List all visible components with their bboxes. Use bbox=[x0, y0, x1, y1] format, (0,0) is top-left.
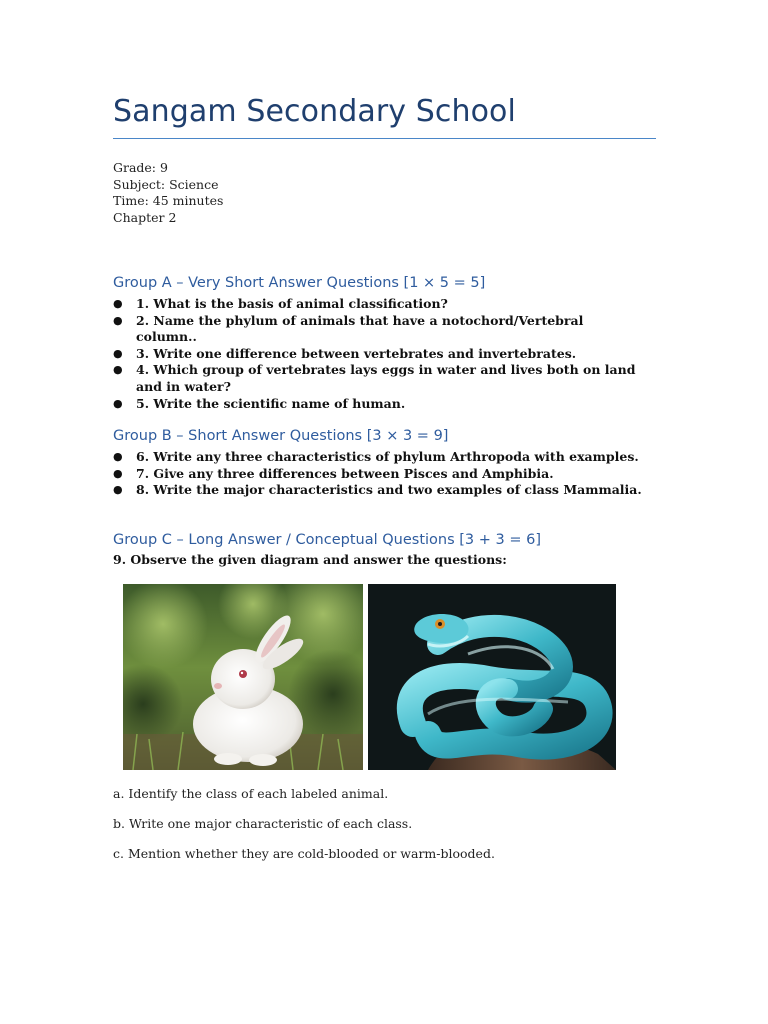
question-4 bbox=[113, 362, 643, 395]
question-6 bbox=[113, 449, 643, 466]
question-text: 8. Write the major characteristics and two examples of class Mammalia. bbox=[136, 482, 642, 498]
question-text: 6. Write any three characteristics of phylum Arthropoda with examples. bbox=[136, 449, 639, 464]
question-text: 5. Write the scientific name of human. bbox=[136, 395, 406, 411]
bullet-icon: ● bbox=[113, 450, 123, 463]
bullet-icon: ● bbox=[113, 297, 123, 310]
grade-line: Grade: 9 bbox=[113, 160, 168, 175]
question-8 bbox=[113, 482, 643, 499]
bullet-icon: ● bbox=[113, 466, 123, 480]
subpart-a: a. Identify the class of each labeled animal. bbox=[113, 786, 389, 801]
question-5 bbox=[113, 396, 643, 413]
question-text: 1. What is the basis of animal classification? bbox=[136, 296, 448, 311]
snake-image bbox=[368, 584, 616, 770]
subject-line: Subject: Science bbox=[113, 176, 219, 192]
group-a-heading: Group A – Very Short Answer Questions [1 × 5 = 5] bbox=[113, 275, 486, 291]
group-b-heading: Group B – Short Answer Questions [3 × 3 = 9] bbox=[113, 428, 449, 444]
bullet-icon: ● bbox=[113, 396, 123, 410]
group-a-questions bbox=[113, 296, 643, 412]
question-2 bbox=[113, 313, 643, 346]
question-text: 3. Write one difference between vertebrates and invertebrates. bbox=[136, 345, 577, 361]
subpart-b: b. Write one major characteristic of each class. bbox=[113, 816, 413, 831]
question-text: 7. Give any three differences between Pisces and Amphibia. bbox=[136, 465, 554, 481]
question-1 bbox=[113, 296, 643, 313]
bullet-icon: ● bbox=[113, 313, 123, 327]
subpart-c: c. Mention whether they are cold-blooded or warm-blooded. bbox=[113, 846, 495, 861]
rabbit-image bbox=[123, 584, 363, 770]
question-9-prompt: 9. Observe the given diagram and answer the questions: bbox=[113, 552, 507, 567]
question-text: 2. Name the phylum of animals that have a notochord/Vertebral column.. bbox=[136, 312, 584, 345]
school-title: Sangam Secondary School bbox=[113, 94, 516, 129]
question-text: 4. Which group of vertebrates lays eggs in water and lives both on land and in water? bbox=[136, 362, 636, 394]
group-b-questions bbox=[113, 449, 643, 499]
title-underline bbox=[113, 138, 656, 139]
question-7 bbox=[113, 466, 643, 483]
time-line: Time: 45 minutes bbox=[113, 193, 224, 208]
group-c-heading: Group C – Long Answer / Conceptual Questions [3 + 3 = 6] bbox=[113, 532, 541, 548]
bullet-icon: ● bbox=[113, 363, 123, 377]
exam-meta bbox=[113, 160, 223, 226]
bullet-icon: ● bbox=[113, 483, 123, 497]
bullet-icon: ● bbox=[113, 346, 123, 360]
chapter-line: Chapter 2 bbox=[113, 209, 177, 225]
question-3 bbox=[113, 346, 643, 363]
